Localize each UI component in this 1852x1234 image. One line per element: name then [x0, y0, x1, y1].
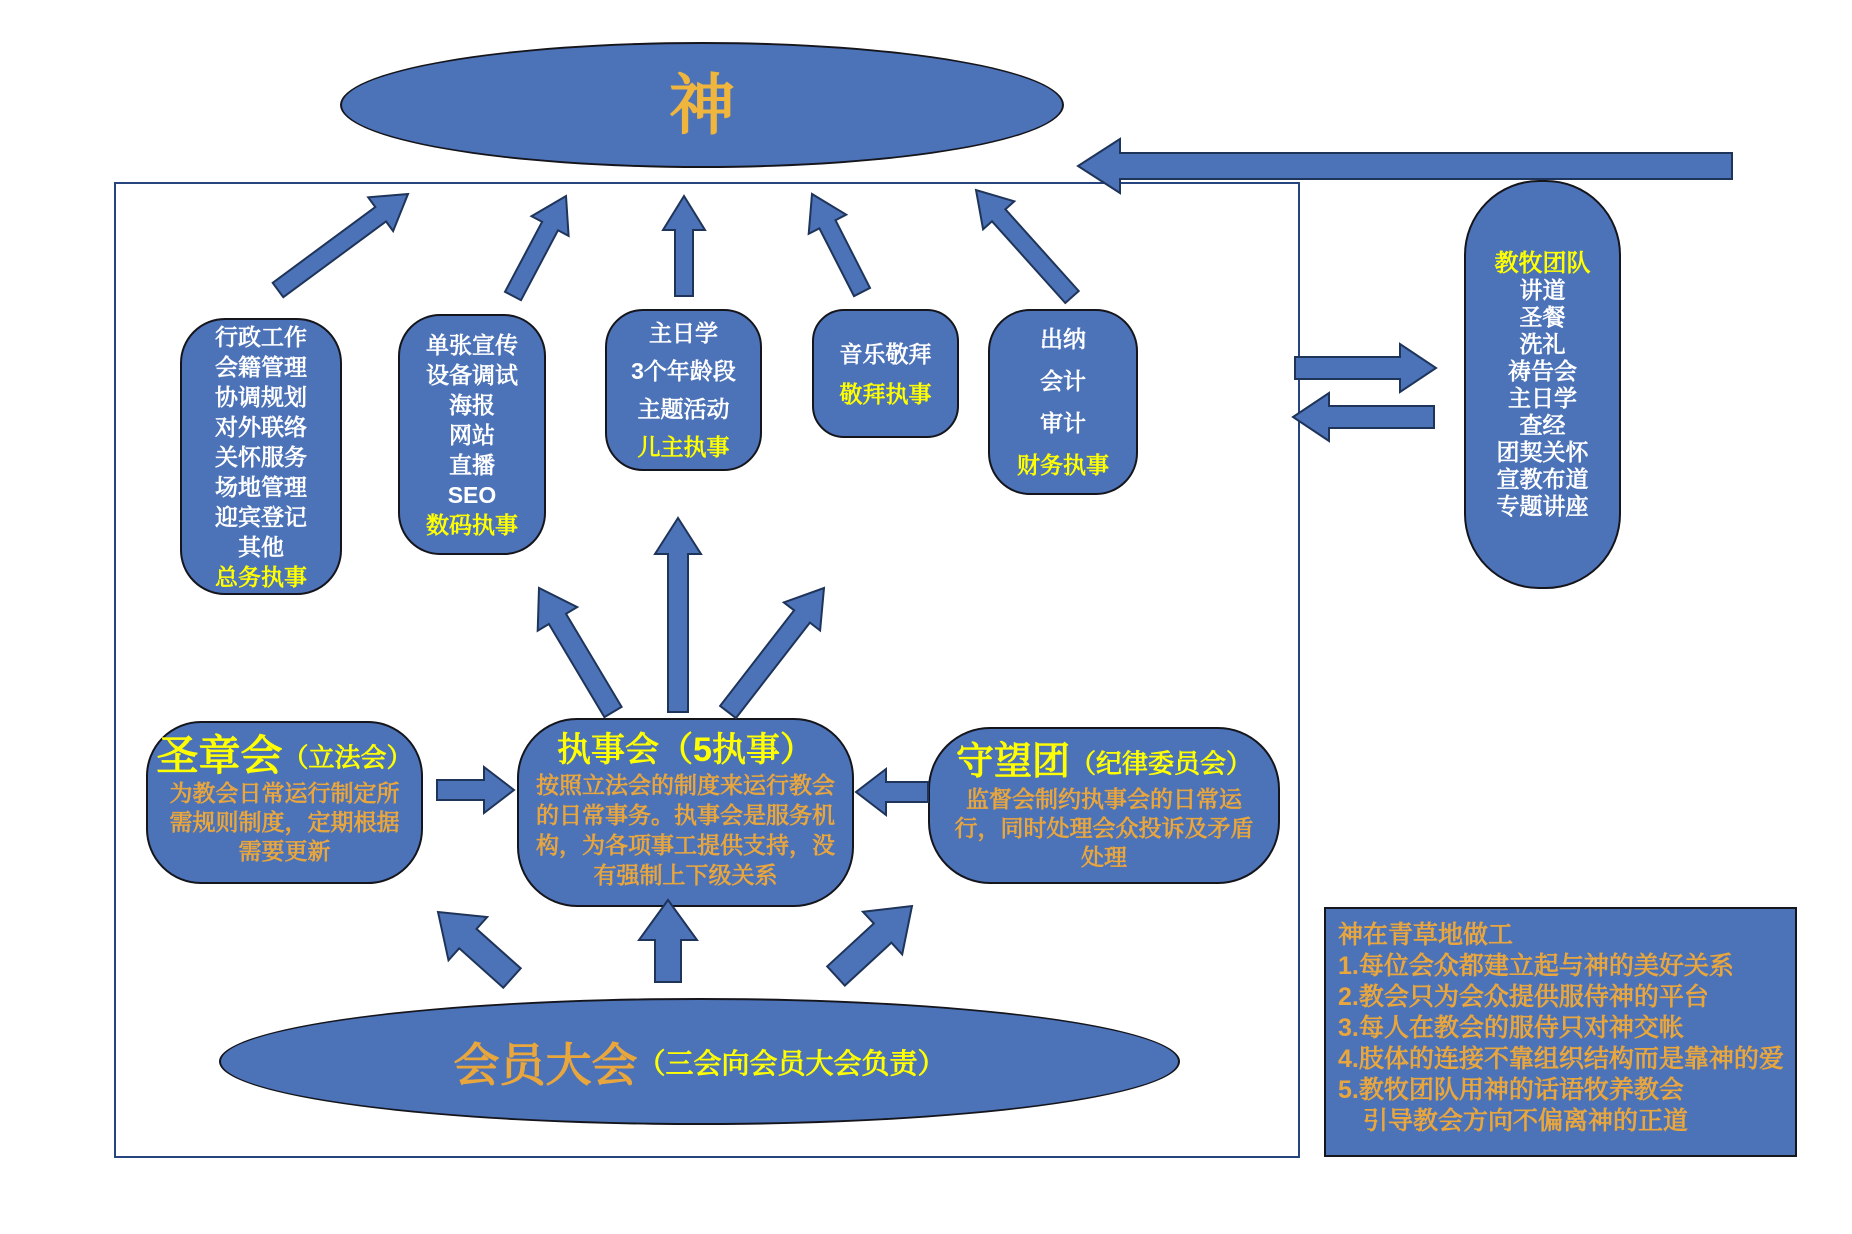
- ministry-task-list: [1040, 318, 1086, 444]
- arrow-frame-to-pastoral: [1295, 344, 1436, 392]
- notes-line-list: [1338, 951, 1785, 1137]
- task-item: SEO: [447, 481, 497, 508]
- task-item: 出纳: [1040, 326, 1086, 352]
- deacon-label-digital: 数码执事: [426, 511, 518, 538]
- charter-council-titlerow: [156, 733, 412, 779]
- task-item: 会计: [1040, 368, 1086, 394]
- deacon-board-box: [517, 718, 854, 907]
- watch-group-subtitle: （纪律委员会）: [1070, 748, 1253, 779]
- task-item: 设备调试: [426, 361, 518, 388]
- task-item: 主日学: [648, 320, 718, 346]
- pastoral-team-box: [1464, 180, 1621, 589]
- ministry-box-general-affairs: [180, 318, 342, 595]
- task-item: 3个年龄段: [631, 358, 736, 384]
- watch-group-title: 守望团: [955, 741, 1070, 783]
- god-label: 神: [669, 68, 735, 142]
- task-item: 行政工作: [215, 323, 307, 350]
- task-item: 关怀服务: [215, 443, 307, 470]
- notes-line: 4.肢体的连接不靠组织结构而是靠神的爱: [1338, 1045, 1784, 1073]
- task-item: 会籍管理: [215, 353, 307, 380]
- task-item: 音乐敬拜: [839, 340, 932, 367]
- member-assembly-subtitle: （三会向会员大会负责）: [637, 1047, 946, 1079]
- pastoral-item: 宣教布道: [1496, 466, 1589, 492]
- ministry-task-list: [631, 314, 736, 428]
- task-item: 迎宾登记: [215, 503, 307, 530]
- ministry-box-children: [605, 309, 762, 471]
- deacon-label-general: 总务执事: [215, 563, 307, 590]
- deacon-board-title: 执事会（5执事）: [557, 731, 814, 769]
- ministry-box-worship: [812, 309, 959, 438]
- deacon-board-body: 按照立法会的制度来运行教会的日常事务。执事会是服务机构，为各项事工提供支持，没有强制上下级关系: [536, 772, 835, 888]
- pastoral-item: 讲道: [1519, 277, 1566, 303]
- watch-group-box: [928, 727, 1280, 884]
- ministry-task-list: [215, 322, 307, 562]
- task-item: 审计: [1040, 410, 1086, 436]
- watch-group-titlerow: [956, 739, 1252, 785]
- pastoral-item-list: [1497, 277, 1589, 520]
- pastoral-item: 查经: [1519, 412, 1566, 438]
- task-item: 其他: [238, 533, 284, 560]
- notes-line: 2.教会只为会众提供服侍神的平台: [1338, 983, 1709, 1011]
- pastoral-team-title: 教牧团队: [1494, 250, 1591, 277]
- task-item: 对外联络: [215, 413, 307, 440]
- charter-council-subtitle: （立法会）: [282, 742, 413, 773]
- pastoral-item: 祷告会: [1508, 358, 1577, 384]
- task-item: 直播: [449, 451, 495, 478]
- deacon-label-children: 儿主执事: [637, 434, 730, 460]
- charter-council-body: 为教会日常运行制定所需规则制度，定期根据需要更新: [169, 780, 400, 864]
- notes-title: 神在青草地做工: [1338, 921, 1514, 949]
- deacon-label-worship: 敬拜执事: [839, 380, 932, 407]
- ministry-box-digital: [398, 314, 546, 555]
- pastoral-item: 主日学: [1508, 385, 1577, 411]
- ministry-box-finance: [988, 309, 1138, 495]
- ministry-task-list: [840, 334, 932, 374]
- ministry-task-list: [426, 330, 518, 510]
- charter-council-box: [146, 721, 423, 884]
- task-item: 场地管理: [215, 473, 307, 500]
- notes-line: 3.每人在教会的服侍只对神交帐: [1338, 1014, 1684, 1042]
- arrow-pastoral-to-frame: [1293, 393, 1434, 441]
- charter-council-title: 圣章会: [156, 732, 283, 779]
- pastoral-item: 洗礼: [1519, 331, 1566, 357]
- notes-box: [1324, 907, 1797, 1157]
- notes-line: 引导教会方向不偏离神的正道: [1338, 1107, 1689, 1135]
- pastoral-item: 团契关怀: [1496, 439, 1589, 465]
- task-item: 海报: [449, 391, 495, 418]
- deacon-label-finance: 财务执事: [1017, 452, 1109, 478]
- task-item: 主题活动: [637, 396, 730, 422]
- watch-group-body: 监督会制约执事会的日常运行，同时处理会众投诉及矛盾处理: [954, 786, 1254, 870]
- notes-line: 5.教牧团队用神的话语牧养教会: [1338, 1076, 1684, 1104]
- pastoral-item: 专题讲座: [1496, 493, 1589, 519]
- task-item: 协调规划: [215, 383, 307, 410]
- pastoral-item: 圣餐: [1519, 304, 1566, 330]
- member-assembly-title: 会员大会: [453, 1038, 638, 1091]
- notes-line: 1.每位会众都建立起与神的美好关系: [1338, 952, 1734, 980]
- member-assembly-node: [219, 998, 1180, 1125]
- god-node: [340, 42, 1064, 168]
- task-item: 网站: [449, 421, 495, 448]
- task-item: 单张宣传: [426, 331, 518, 358]
